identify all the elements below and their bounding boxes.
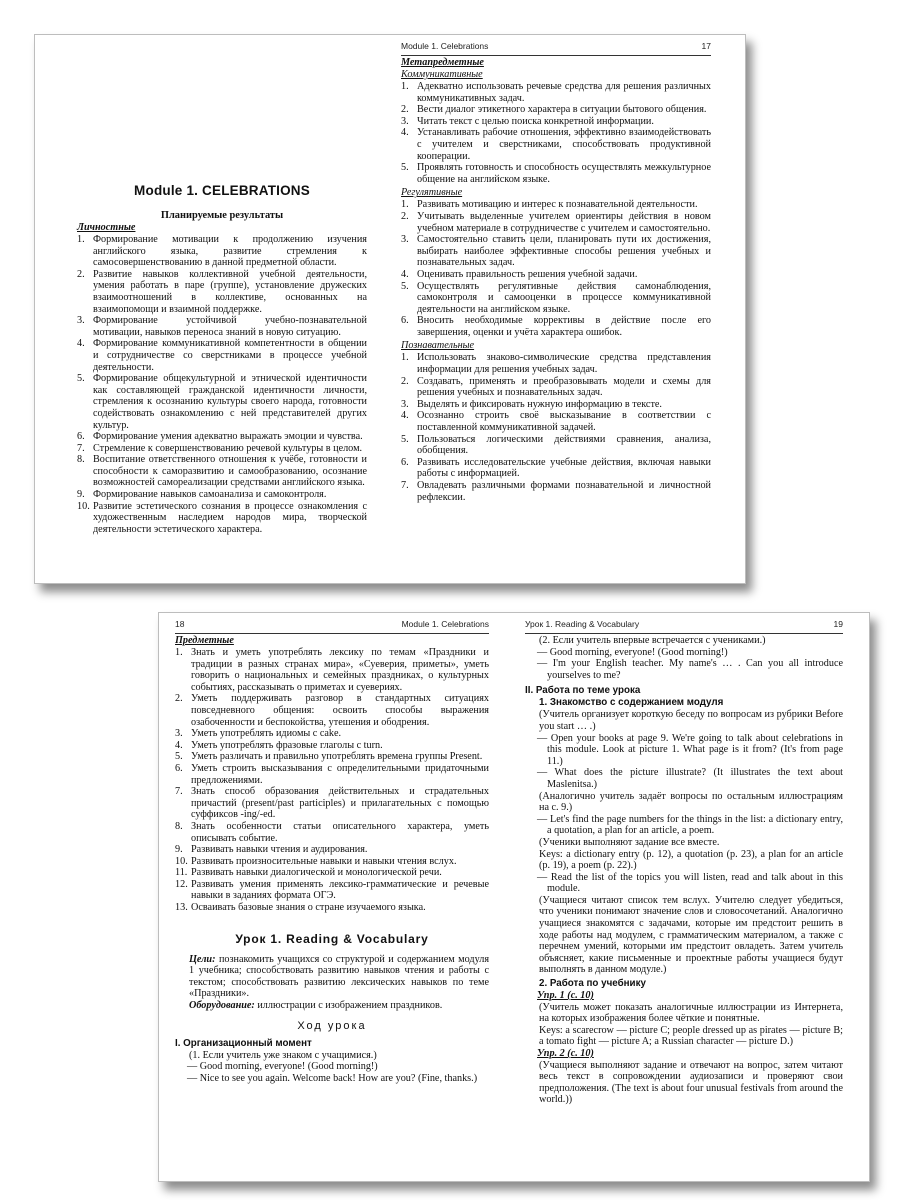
top-page-spread xyxy=(34,34,746,584)
list-item-text: Учитывать выделенные учителем ориентиры действия в новом учебном материале в сотрудничестве с учителем и самостоятельно. xyxy=(417,210,711,234)
list-item-text: Пользоваться логическими действиями сравнения, анализа, обобщения. xyxy=(417,433,711,457)
list-item xyxy=(77,443,367,455)
subject-results-list xyxy=(175,647,489,914)
list-item-text: Формирование мотивации к продолжению изучения английского языка, развитие стремления к самосовершенствованию в данной предметной области. xyxy=(93,234,367,269)
list-item-text: Выделять и фиксировать нужную информацию в тексте. xyxy=(417,398,662,410)
list-item xyxy=(175,821,489,844)
exercise-2-body xyxy=(525,1060,843,1106)
goals-text: познакомить учащихся со структурой и содержанием модуля 1 учебника; способствовать развитию навыков чтения и работы с текстом; способствовать развитию лексических навыков по теме «Праздники». xyxy=(189,953,489,1000)
list-item-number: 6. xyxy=(401,315,409,327)
text-line: Keys: a scarecrow — picture C; people dressed up as pirates — picture B; a tomato fight — picture A; a Russian character — picture D.) xyxy=(539,1024,843,1048)
list-item-text: Развивать исследовательские учебные действия, включая навыки работы с информацией. xyxy=(417,456,711,480)
list-item-text: Развитие эстетического сознания в процессе ознакомления с художественным наследием народов мира, творческой деятельности эстетического характера. xyxy=(93,500,367,535)
text-line: (Учитель может показать аналогичные иллюстрации из Интернета, на которых изображения более чёткие и понятные. xyxy=(539,1001,843,1025)
intro-dialogue xyxy=(525,635,843,681)
list-item xyxy=(77,338,367,373)
cognitive-heading: Познавательные xyxy=(401,340,475,352)
module-title: Module 1. CELEBRATIONS xyxy=(134,183,310,198)
list-item xyxy=(77,454,367,489)
text-line: — I'm your English teacher. My name's … . Can you all introduce yourselves to me? xyxy=(537,658,843,681)
section-1-heading: I. Организационный момент xyxy=(175,1037,312,1049)
list-item-number: 1. xyxy=(401,81,409,92)
list-item-text: Адекватно использовать речевые средства для решения различных коммуникативных задач. xyxy=(417,81,711,104)
list-item-text: Вести диалог этикетного характера в ситуации бытового общения. xyxy=(417,104,707,116)
list-item xyxy=(401,162,711,185)
list-item-number: 2. xyxy=(77,268,85,280)
list-item-number: 13. xyxy=(175,902,188,914)
exercise-1-body xyxy=(525,1002,843,1048)
list-item xyxy=(175,763,489,786)
list-item-text: Оценивать правильность решения учебной задачи. xyxy=(417,268,638,280)
header-section: Урок 1. Reading & Vocabulary xyxy=(525,619,640,629)
equipment-label: Оборудование: xyxy=(189,1000,255,1012)
list-item xyxy=(77,373,367,431)
list-item-text: Использовать знаково-символические средства представления информации для решения учебных задач. xyxy=(417,352,711,376)
list-item xyxy=(401,116,711,128)
header-section: Module 1. Celebrations xyxy=(401,619,489,629)
list-item-number: 3. xyxy=(175,728,183,740)
list-item-number: 3. xyxy=(401,115,409,127)
list-item-number: 6. xyxy=(77,431,85,443)
lesson-title: Урок 1. Reading & Vocabulary xyxy=(235,931,429,946)
list-item-number: 7. xyxy=(175,786,183,798)
goals-label: Цели: xyxy=(189,953,216,965)
list-item-number: 5. xyxy=(401,162,409,174)
list-item xyxy=(77,269,367,315)
text-line: — What does the picture illustrate? (It illustrates the text about Maslenitsa.) xyxy=(537,767,843,790)
text-line: Keys: a dictionary entry (p. 12), a quotation (p. 23), a plan for an article (p. 19), a poem (p. 22).) xyxy=(539,848,843,872)
list-item xyxy=(175,786,489,821)
text-line: — Read the list of the topics you will listen, read and talk about in this module. xyxy=(537,871,843,895)
text-line: — Good morning, everyone! (Good morning!) xyxy=(187,1061,378,1073)
list-item-text: Уметь употреблять идиомы с cake. xyxy=(191,728,342,740)
list-item-number: 11. xyxy=(175,867,188,879)
list-item-number: 5. xyxy=(77,373,85,385)
list-item xyxy=(401,315,711,338)
list-item-number: 2. xyxy=(175,693,183,705)
list-item-text: Знать способ образования действительных и страдательных причастий (present/past participles) и прилагательных с помощью суффиксов -ing/-ed. xyxy=(191,786,489,821)
list-item-text: Развивать умения применять лексико-грамматические и речевые навыки в заданиях формата ОГЭ. xyxy=(191,878,489,902)
list-item-number: 10. xyxy=(77,500,90,512)
equipment-text: иллюстрации с изображением праздников. xyxy=(257,1000,443,1012)
list-item-text: Читать текст с целью поиска конкретной информации. xyxy=(417,115,654,127)
bottom-page-spread xyxy=(158,612,870,1182)
page-number: 19 xyxy=(833,619,843,629)
text-line: (2. Если учитель впервые встречается с учениками.) xyxy=(539,635,766,646)
list-item xyxy=(401,457,711,480)
list-item-text: Стремление к совершенствованию речевой культуры в целом. xyxy=(93,442,363,454)
list-item-text: Знать особенности статьи описательного характера, уметь описывать событие. xyxy=(191,820,489,844)
list-item xyxy=(401,376,711,399)
list-item-text: Формирование умения адекватно выражать эмоции и чувства. xyxy=(93,431,363,443)
list-item xyxy=(175,728,489,740)
list-item-text: Устанавливать рабочие отношения, эффективно взаимодействовать с учителем и сверстниками, способствовать продуктивной кооперации. xyxy=(417,127,711,162)
list-item-number: 4. xyxy=(401,127,409,139)
section-1-dialogue xyxy=(175,1050,489,1085)
list-item-number: 5. xyxy=(175,751,183,763)
list-item xyxy=(401,127,711,162)
text-line: (Учащиеся выполняют задание и отвечают на вопрос, затем читают весь текст в сопровождении аудиозаписи и проверяют свои предположения. (The text is about four unusual festivals from around the world.)) xyxy=(539,1059,843,1106)
list-item xyxy=(401,211,711,234)
personal-results-list xyxy=(77,234,367,535)
list-item xyxy=(77,315,367,338)
list-item-number: 9. xyxy=(175,844,183,856)
list-item-text: Проявлять готовность и способность осуществлять межкультурное общение на английском языке. xyxy=(417,162,711,185)
exercise-2-heading: Упр. 2 (с. 10) xyxy=(537,1048,594,1059)
list-item xyxy=(401,234,711,269)
list-item xyxy=(401,199,711,211)
page-18 xyxy=(175,613,489,1181)
list-item-text: Развивать навыки диалогической и монологической речи. xyxy=(191,867,442,879)
list-item-text: Уметь поддерживать разговор в стандартных ситуациях повседневного общения: освоить способы выражения озабоченности и беспокойства, утешения и ободрения. xyxy=(191,693,489,728)
list-item xyxy=(401,269,711,281)
text-line: — Good morning, everyone! (Good morning!) xyxy=(537,646,728,658)
lesson-goals xyxy=(175,954,489,1000)
list-item xyxy=(401,352,711,375)
text-line: — Open your books at page 9. We're going to talk about celebrations in this module. Look at picture 1. What page is it from? (It's from page 11.) xyxy=(537,732,843,767)
list-item-number: 6. xyxy=(401,456,409,468)
list-item xyxy=(401,399,711,411)
list-item-text: Осознанно строить своё высказывание в соответствии с поставленной коммуникативной задачей. xyxy=(417,410,711,434)
list-item xyxy=(401,81,711,104)
lesson-course-heading: Ход урока xyxy=(297,1019,367,1032)
list-item xyxy=(401,281,711,316)
communicative-list xyxy=(401,81,711,185)
communicative-heading: Коммуникативные xyxy=(401,69,483,80)
regulative-list xyxy=(401,199,711,338)
list-item-text: Осваивать базовые знания о стране изучаемого языка. xyxy=(191,902,426,914)
list-item-number: 7. xyxy=(401,480,409,491)
text-line: (Аналогично учитель задаёт вопросы по остальным иллюстрациям на с. 9.) xyxy=(539,790,843,814)
subsection-1-heading: 1. Знакомство с содержанием модуля xyxy=(539,697,724,709)
page-16 xyxy=(77,35,367,583)
list-item-number: 1. xyxy=(175,647,183,658)
list-item-number: 2. xyxy=(401,210,409,222)
subsection-2-heading: 2. Работа по учебнику xyxy=(539,978,646,990)
list-item xyxy=(401,104,711,116)
list-item-text: Формирование коммуникативной компетентности в общении и сотрудничестве со сверстниками в процессе учебной деятельности. xyxy=(93,338,367,373)
list-item-text: Развивать мотивацию и интерес к познавательной деятельности. xyxy=(417,199,698,211)
list-item-number: 8. xyxy=(77,454,85,466)
text-line: (1. Если учитель уже знаком с учащимися.) xyxy=(189,1049,377,1061)
page-number: 18 xyxy=(175,619,185,629)
list-item xyxy=(175,879,489,902)
text-line: (Учащиеся читают список тем вслух. Учителю следует убедиться, что ученики понимают значение слов и словосочетаний. Аналогично учащиеся знакомятся с задачами, которые им предстоит решить в ходе работы над модулем, с грамматическим материалом, а также с перечнем умений, которыми им предстоит овладеть. Затем учитель объясняет, какие письменные и проектные работы учащиеся будут выполнять в данном модуле.) xyxy=(539,894,843,976)
regulative-heading: Регулятивные xyxy=(401,187,463,199)
list-item-text: Уметь строить высказывания с определительными придаточными предложениями. xyxy=(191,762,489,786)
list-item-text: Самостоятельно ставить цели, планировать пути их достижения, выбирать наиболее эффективные способы решения учебных и познавательных задач. xyxy=(417,234,711,269)
page-17 xyxy=(401,35,711,583)
page-number: 17 xyxy=(701,41,711,51)
list-item-number: 4. xyxy=(401,268,409,280)
list-item-number: 9. xyxy=(77,489,85,501)
list-item xyxy=(401,410,711,433)
results-heading: Планируемые результаты xyxy=(160,210,284,221)
list-item-number: 1. xyxy=(77,234,85,245)
text-line: (Ученики выполняют задание все вместе. xyxy=(539,836,720,848)
list-item-text: Развивать навыки чтения и аудирования. xyxy=(191,844,368,856)
personal-heading: Личностные xyxy=(77,222,136,233)
list-item xyxy=(175,867,489,879)
running-header xyxy=(525,619,843,634)
list-item xyxy=(175,856,489,868)
text-line: (Учитель организует короткую беседу по вопросам из рубрики Before you start … .) xyxy=(539,709,843,732)
list-item-number: 1. xyxy=(401,199,409,211)
list-item-text: Уметь употреблять фразовые глаголы с turn. xyxy=(191,739,383,751)
running-header xyxy=(175,619,489,634)
list-item-text: Вносить необходимые коррективы в действие после его завершения, оценки и учёта характера ошибок. xyxy=(417,315,711,338)
list-item xyxy=(77,431,367,443)
list-item xyxy=(175,693,489,728)
list-item-text: Овладевать различными формами познавательной и личностной рефлексии. xyxy=(417,480,711,503)
list-item-number: 4. xyxy=(175,739,183,751)
list-item xyxy=(175,844,489,856)
section-2-heading: II. Работа по теме урока xyxy=(525,685,641,697)
list-item-number: 4. xyxy=(401,410,409,422)
list-item-number: 3. xyxy=(401,398,409,410)
list-item xyxy=(77,501,367,536)
list-item-text: Осуществлять регулятивные действия самонаблюдения, самоконтроля и самооценки в процессе коммуникативной деятельности на английском языке. xyxy=(417,280,711,315)
exercise-1-heading: Упр. 1 (с. 10) xyxy=(537,990,594,1002)
list-item-number: 4. xyxy=(77,338,85,350)
text-line: — Let's find the page numbers for the things in the list: a dictionary entry, a quotation, a plan for an article, a poem. xyxy=(537,813,843,837)
list-item-number: 3. xyxy=(401,234,409,246)
cognitive-list xyxy=(401,352,711,503)
list-item-text: Создавать, применять и преобразовывать модели и схемы для решения учебных и познавательных задач. xyxy=(417,375,711,399)
list-item-number: 10. xyxy=(175,855,188,867)
list-item xyxy=(401,480,711,503)
meta-heading: Метапредметные xyxy=(401,57,484,68)
list-item-number: 3. xyxy=(77,315,85,327)
list-item xyxy=(401,434,711,457)
page-19 xyxy=(525,613,843,1181)
list-item xyxy=(175,902,489,914)
subject-heading: Предметные xyxy=(175,635,234,646)
list-item-number: 12. xyxy=(175,878,188,890)
list-item-number: 2. xyxy=(401,375,409,387)
subsection-1-body xyxy=(525,709,843,976)
list-item-number: 8. xyxy=(175,820,183,832)
list-item-text: Формирование устойчивой учебно-познавательной мотивации, навыков переноса знаний в новую ситуацию. xyxy=(93,315,367,338)
text-line: — Nice to see you again. Welcome back! How are you? (Fine, thanks.) xyxy=(187,1072,478,1084)
list-item xyxy=(175,647,489,693)
list-item-text: Развитие навыков коллективной учебной деятельности, умения работать в паре (группе), установление дружеских взаимоотношений в коллективе, основанных на взаимопомощи и взаимной поддержке. xyxy=(93,268,367,315)
list-item-number: 5. xyxy=(401,280,409,292)
list-item-number: 5. xyxy=(401,433,409,445)
list-item-text: Развивать произносительные навыки и навыки чтения вслух. xyxy=(191,855,457,867)
list-item-text: Воспитание ответственного отношения к учёбе, готовности и способности к саморазвитию и самообразованию, осознание возможностей самореализации средствами английского языка. xyxy=(93,454,367,489)
list-item-text: Уметь различать и правильно употреблять времена группы Present. xyxy=(191,751,483,763)
running-header xyxy=(401,41,711,56)
list-item-number: 7. xyxy=(77,442,85,454)
list-item xyxy=(77,234,367,269)
list-item xyxy=(175,740,489,752)
lesson-equipment xyxy=(175,1000,489,1012)
list-item-text: Формирование общекультурной и этнической идентичности как составляющей гражданской идентичности личности, стремления к осознанию культуры своего народа, готовности содействовать ознакомлению с ней представителей других культур. xyxy=(93,373,367,431)
list-item-number: 2. xyxy=(401,104,409,116)
list-item xyxy=(77,489,367,501)
list-item-text: Знать и уметь употреблять лексику по темам «Праздники и традиции в разных странах мира», «Суеверия, приметы», уметь говорить о национальных и семейных праздниках, о культурных событиях, рассказывать о приметах и суевериях. xyxy=(191,647,489,693)
list-item-text: Формирование навыков самоанализа и самоконтроля. xyxy=(93,489,327,501)
list-item-number: 6. xyxy=(175,762,183,774)
list-item-number: 1. xyxy=(401,352,409,364)
list-item xyxy=(175,751,489,763)
header-section: Module 1. Celebrations xyxy=(401,41,489,51)
